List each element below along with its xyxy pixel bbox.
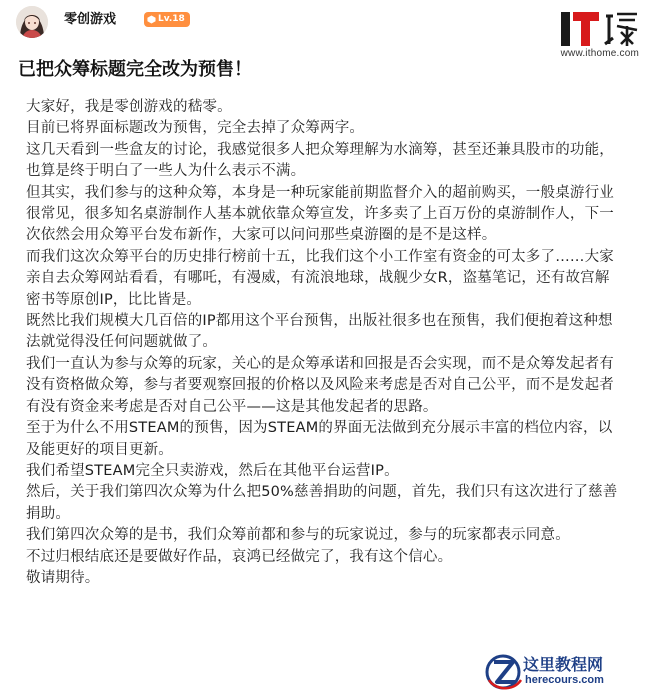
avatar-image bbox=[16, 6, 48, 38]
level-badge bbox=[144, 12, 190, 27]
avatar[interactable] bbox=[16, 6, 48, 38]
author-name[interactable]: 零创游戏 bbox=[64, 12, 117, 27]
level-icon bbox=[147, 15, 156, 24]
post-paragraph: 我们一直认为参与众筹的玩家，关心的是众筹承诺和回报是否会实现，而不是众筹发起者有没有资格做众筹，参与者要观察回报的价格以及风险来考虑是否对自己公平，而不是发起者有没有资金来考虑是否对自己公平——这是其他发起者的思路。 bbox=[26, 355, 614, 415]
ithome-url: www.ithome.com bbox=[560, 48, 639, 59]
post-paragraph: 不过归根结底还是要做好作品，哀鸿已经做完了，我有这个信心。 bbox=[26, 548, 453, 565]
post-paragraph: 目前已将界面标题改为预售，完全去掉了众筹两字。 bbox=[26, 120, 365, 137]
post-paragraph: 大家好，我是零创游戏的嵇零。 bbox=[26, 99, 232, 115]
post-title: 已把众筹标题完全改为预售！ bbox=[18, 59, 252, 80]
ithome-logo-icon bbox=[513, 8, 643, 52]
post-paragraph: 至于为什么不用STEAM的预售，因为STEAM的界面无法做到充分展示丰富的档位内容，以及能更好的项目更新。 bbox=[26, 420, 613, 458]
post-paragraph: 而我们这次众筹平台的历史排行榜前十五，比我们这个小工作室有资金的可太多了……大家亲自去众筹网站看看，有哪吒，有漫威，有流浪地球，战舰少女R，盗墓笔记，还有故宫解密书等原创IP，比比皆是。 bbox=[26, 248, 614, 308]
post-paragraph: 我们第四次众筹的是书，我们众筹前都和参与的玩家说过，参与的玩家都表示同意。 bbox=[26, 527, 570, 544]
post-paragraph: 但其实，我们参与的这种众筹，本身是一种玩家能前期监督介入的超前购买，一般桌游行业很常见，很多知名桌游制作人基本就依靠众筹宣发，许多卖了上百万份的桌游制作人，下一次依然会用众筹平台发布新作，大家可以问问那些桌游圈的是不是这样。 bbox=[26, 184, 614, 244]
post-paragraph: 敬请期待。 bbox=[26, 569, 100, 586]
post-paragraph: 我们希望STEAM完全只卖游戏，然后在其他平台运营IP。 bbox=[26, 462, 399, 479]
site-watermark-icon bbox=[485, 650, 525, 694]
site-watermark bbox=[485, 650, 645, 694]
level-badge-text: Lv.18 bbox=[158, 14, 185, 24]
site-watermark-url: herecours.com bbox=[525, 674, 604, 686]
post-paragraph: 这几天看到一些盒友的讨论，我感觉很多人把众筹理解为水滴筹，甚至还兼具股市的功能，也算是终于明白了一些人为什么表示不满。 bbox=[26, 141, 614, 180]
ithome-logo bbox=[513, 8, 643, 68]
site-watermark-title: 这里教程网 bbox=[523, 655, 604, 674]
post-paragraph: 然后，关于我们第四次众筹为什么把50%慈善捐助的问题，首先，我们只有这次进行了慈善捐助。 bbox=[26, 484, 618, 522]
post-paragraph: 既然比我们规模大几百倍的IP都用这个平台预售，出版社很多也在预售，我们便抱着这种想法就觉得没任何问题就做了。 bbox=[26, 313, 613, 351]
post-body bbox=[26, 97, 624, 589]
